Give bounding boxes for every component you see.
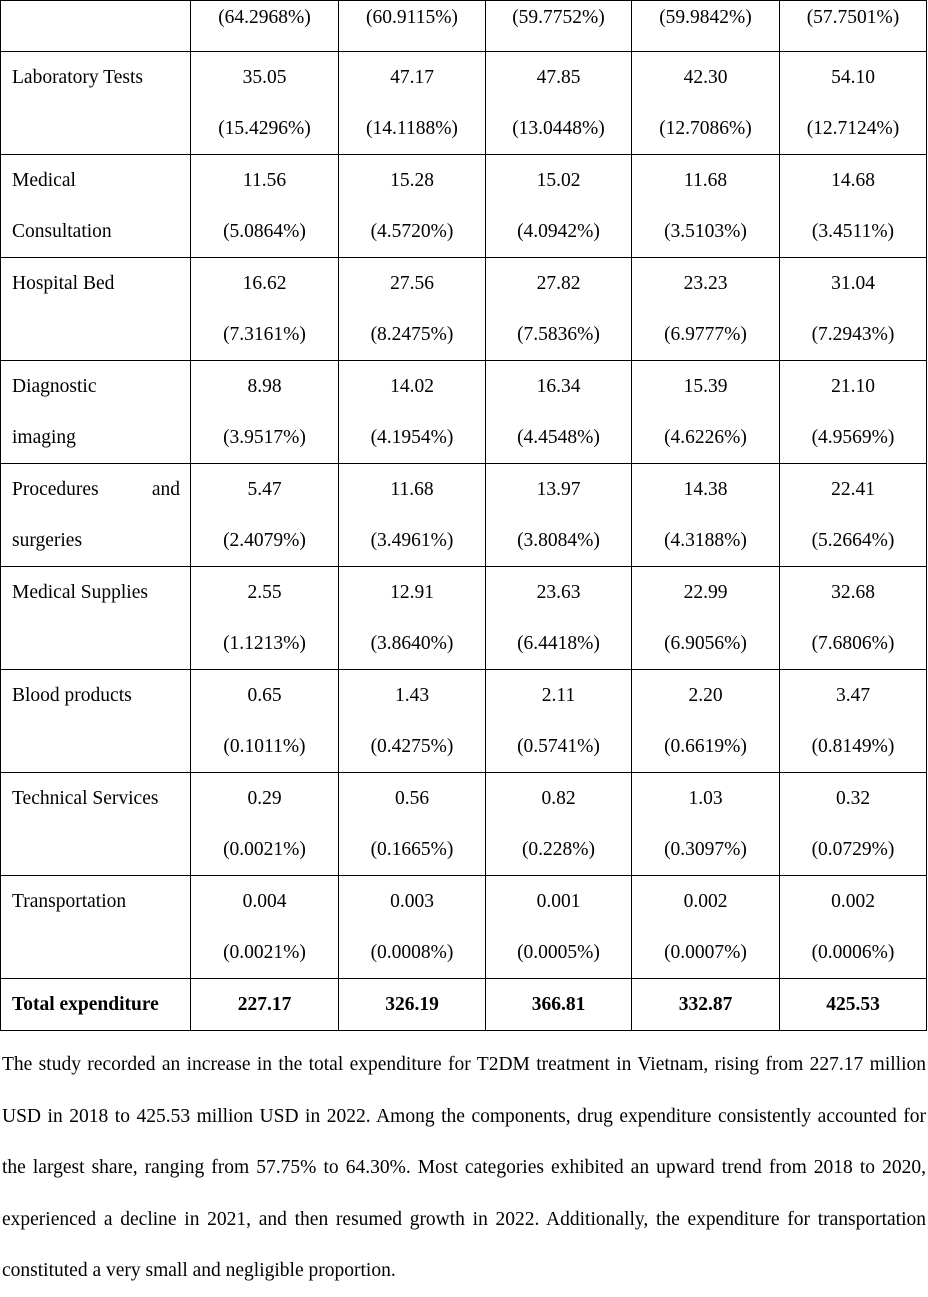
cell-percent: (0.228%): [521, 839, 596, 860]
table-cell: [191, 670, 339, 773]
cell-value: 0.004: [242, 891, 287, 912]
cell-value: 15.39: [683, 376, 728, 397]
cell-value: 0.002: [683, 891, 728, 912]
table-cell: [780, 876, 927, 979]
cell-value: 11.68: [390, 479, 434, 500]
cell-value: 54.10: [831, 67, 875, 88]
cell-percent: (3.8640%): [370, 633, 454, 654]
cell-value: 13.97: [536, 479, 581, 500]
table-cell: [486, 361, 632, 464]
table-cell: [632, 876, 780, 979]
cell-percent: (0.1011%): [223, 736, 306, 757]
cell-value: 3.47: [835, 685, 871, 706]
table-cell: [632, 155, 780, 258]
row-label: [1, 155, 191, 258]
cell-percent: (7.2943%): [811, 324, 895, 345]
cell-percent: (4.4548%): [517, 427, 600, 448]
cell-percent: (0.0729%): [811, 839, 895, 860]
cell-percent: (0.8149%): [811, 736, 895, 757]
cell-value: 0.29: [247, 788, 282, 809]
table-cell: [339, 876, 486, 979]
cell-percent: (0.4275%): [370, 736, 454, 757]
cell-value: 15.28: [390, 170, 434, 191]
table-cell: [486, 773, 632, 876]
row-label-line: Consultation: [12, 221, 112, 242]
row-label-word: and: [151, 479, 180, 500]
table-cell: (57.7501%): [780, 1, 927, 52]
cell-value: 42.30: [683, 67, 728, 88]
table-cell: (64.2968%): [191, 1, 339, 52]
cell-percent: (0.0021%): [223, 839, 306, 860]
cell-percent: (12.7124%): [806, 118, 900, 139]
cell-percent: (14.1188%): [366, 118, 458, 139]
table-cell: [339, 155, 486, 258]
table-cell: [191, 567, 339, 670]
table-cell: [780, 52, 927, 155]
table-cell: (59.7752%): [486, 1, 632, 52]
table-cell: [632, 773, 780, 876]
table-row: [1, 670, 927, 773]
cell-value: 1.43: [394, 685, 430, 706]
cell-value: 0.003: [390, 891, 434, 912]
table-cell: [191, 464, 339, 567]
row-label-line: imaging: [12, 427, 76, 448]
cell-percent: (7.5836%): [517, 324, 600, 345]
row-label: Medical Supplies: [1, 567, 191, 670]
table-cell: [486, 876, 632, 979]
row-label-line: Diagnostic: [12, 376, 97, 397]
total-cell: 425.53: [780, 979, 927, 1031]
row-label-line: [12, 464, 180, 515]
cell-value: 23.63: [536, 582, 581, 603]
cell-value: 47.17: [390, 67, 434, 88]
table-cell: [486, 258, 632, 361]
cell-percent: (2.4079%): [223, 530, 306, 551]
table-cell: [632, 361, 780, 464]
table-cell: [486, 670, 632, 773]
cell-percent: (7.6806%): [811, 633, 895, 654]
table-cell: [339, 464, 486, 567]
cell-percent: (3.8084%): [517, 530, 600, 551]
table-cell: [632, 464, 780, 567]
cell-value: 27.56: [390, 273, 434, 294]
cell-percent: (6.4418%): [517, 633, 600, 654]
table-cell: [191, 361, 339, 464]
cell-value: 11.68: [683, 170, 728, 191]
cell-percent: (0.3097%): [664, 839, 747, 860]
table-cell: [339, 361, 486, 464]
cell-percent: (0.0005%): [517, 942, 600, 963]
cell-value: 0.65: [247, 685, 282, 706]
row-label: Laboratory Tests: [1, 52, 191, 155]
cell-value: 14.68: [831, 170, 875, 191]
table-cell: [339, 670, 486, 773]
cell-percent: (0.6619%): [664, 736, 747, 757]
cell-percent: (0.0008%): [370, 942, 454, 963]
cell-value: 5.47: [247, 479, 282, 500]
table-cell: [780, 670, 927, 773]
table-row: [1, 773, 927, 876]
total-cell: 332.87: [632, 979, 780, 1031]
table-row-drug-percentages: [1, 1, 927, 52]
cell-value: 2.55: [247, 582, 282, 603]
cell-percent: (3.4961%): [370, 530, 454, 551]
cell-percent: (4.9569%): [811, 427, 895, 448]
cell-value: 31.04: [831, 273, 875, 294]
cell-percent: (5.0864%): [223, 221, 306, 242]
table-row: [1, 52, 927, 155]
cell-percent: (0.1665%): [370, 839, 454, 860]
table-cell: [339, 258, 486, 361]
cell-value: 35.05: [242, 67, 287, 88]
table-cell: [486, 52, 632, 155]
cell-value: 0.82: [541, 788, 576, 809]
row-label: [1, 361, 191, 464]
row-label-line: surgeries: [12, 530, 83, 551]
cell-value: 22.41: [831, 479, 875, 500]
cell-value: 12.91: [390, 582, 434, 603]
row-label: Total expenditure: [1, 979, 191, 1031]
cell-percent: (15.4296%): [218, 118, 311, 139]
cell-percent: (3.5103%): [664, 221, 747, 242]
table-row-total: [1, 979, 927, 1031]
cell-percent: (7.3161%): [223, 324, 306, 345]
row-label-cell: [1, 1, 191, 52]
cell-percent: (3.4511%): [811, 221, 895, 242]
cell-value: 2.20: [688, 685, 723, 706]
row-label-word: Procedures: [12, 479, 99, 500]
cell-value: 32.68: [831, 582, 875, 603]
table-cell: [191, 258, 339, 361]
row-label: Technical Services: [1, 773, 191, 876]
table-row: [1, 258, 927, 361]
table-row: [1, 567, 927, 670]
cell-value: 21.10: [831, 376, 875, 397]
cell-value: 2.11: [541, 685, 576, 706]
table-cell: [780, 361, 927, 464]
cell-value: 0.001: [536, 891, 581, 912]
table-cell: [632, 567, 780, 670]
cell-value: 11.56: [242, 170, 287, 191]
cell-percent: (4.6226%): [664, 427, 747, 448]
table-cell: [339, 52, 486, 155]
table-cell: [780, 464, 927, 567]
cell-percent: (4.1954%): [370, 427, 454, 448]
body-paragraph: The study recorded an increase in the total expenditure for T2DM treatment in Vietnam, rising from 227.17 million USD in 2018 to 425.53 million USD in 2022. Among the components, drug expenditure consistently accounted for the largest share, ranging from 57.75% to 64.30%. Most categories exhibited an upward trend from 2018 to 2020, experienced a decline in 2021, and then resumed growth in 2022. Additionally, the expenditure for transportation constituted a very small and negligible proportion.: [2, 1054, 926, 1282]
row-label-line: Medical: [12, 170, 76, 191]
table-cell: [780, 155, 927, 258]
cell-percent: (0.5741%): [517, 736, 600, 757]
row-label: [1, 464, 191, 567]
cell-value: 0.56: [394, 788, 430, 809]
table-row: [1, 361, 927, 464]
cell-percent: (4.5720%): [370, 221, 454, 242]
table-cell: (60.9115%): [339, 1, 486, 52]
row-label: Hospital Bed: [1, 258, 191, 361]
row-label: Blood products: [1, 670, 191, 773]
table-cell: [191, 876, 339, 979]
table-cell: [780, 773, 927, 876]
cell-percent: (13.0448%): [512, 118, 605, 139]
cell-value: 22.99: [683, 582, 728, 603]
table-row: [1, 876, 927, 979]
cell-value: 47.85: [536, 67, 581, 88]
table-cell: [191, 773, 339, 876]
cell-percent: (0.0007%): [664, 942, 747, 963]
cell-percent: (5.2664%): [811, 530, 895, 551]
cell-percent: (4.0942%): [517, 221, 600, 242]
table-cell: [191, 52, 339, 155]
cell-percent: (4.3188%): [664, 530, 747, 551]
cell-percent: (6.9056%): [664, 633, 747, 654]
cell-value: 14.38: [683, 479, 728, 500]
cell-percent: (12.7086%): [659, 118, 752, 139]
cell-value: 23.23: [683, 273, 728, 294]
cell-value: 15.02: [536, 170, 581, 191]
cell-value: 0.002: [831, 891, 875, 912]
table-cell: [632, 670, 780, 773]
cell-value: 27.82: [536, 273, 581, 294]
table-cell: [191, 155, 339, 258]
cell-value: 0.32: [835, 788, 871, 809]
table-cell: [486, 155, 632, 258]
table-cell: [780, 567, 927, 670]
table-row: [1, 155, 927, 258]
total-cell: 366.81: [486, 979, 632, 1031]
cell-value: 8.98: [247, 376, 282, 397]
cell-percent: (8.2475%): [370, 324, 454, 345]
cell-value: 16.34: [536, 376, 581, 397]
table-cell: [339, 567, 486, 670]
cell-percent: (1.1213%): [223, 633, 306, 654]
table-cell: [486, 464, 632, 567]
total-cell: 227.17: [191, 979, 339, 1031]
cell-percent: (6.9777%): [664, 324, 747, 345]
cell-value: 16.62: [242, 273, 287, 294]
table-row: [1, 464, 927, 567]
table-cell: (59.9842%): [632, 1, 780, 52]
table-cell: [486, 567, 632, 670]
cell-value: 14.02: [390, 376, 434, 397]
cell-percent: (0.0006%): [811, 942, 895, 963]
total-cell: 326.19: [339, 979, 486, 1031]
cell-value: 1.03: [688, 788, 723, 809]
cell-percent: (0.0021%): [223, 942, 306, 963]
table-cell: [780, 258, 927, 361]
cell-percent: (3.9517%): [223, 427, 306, 448]
table-cell: [632, 258, 780, 361]
table-cell: [339, 773, 486, 876]
row-label: Transportation: [1, 876, 191, 979]
table-cell: [632, 52, 780, 155]
